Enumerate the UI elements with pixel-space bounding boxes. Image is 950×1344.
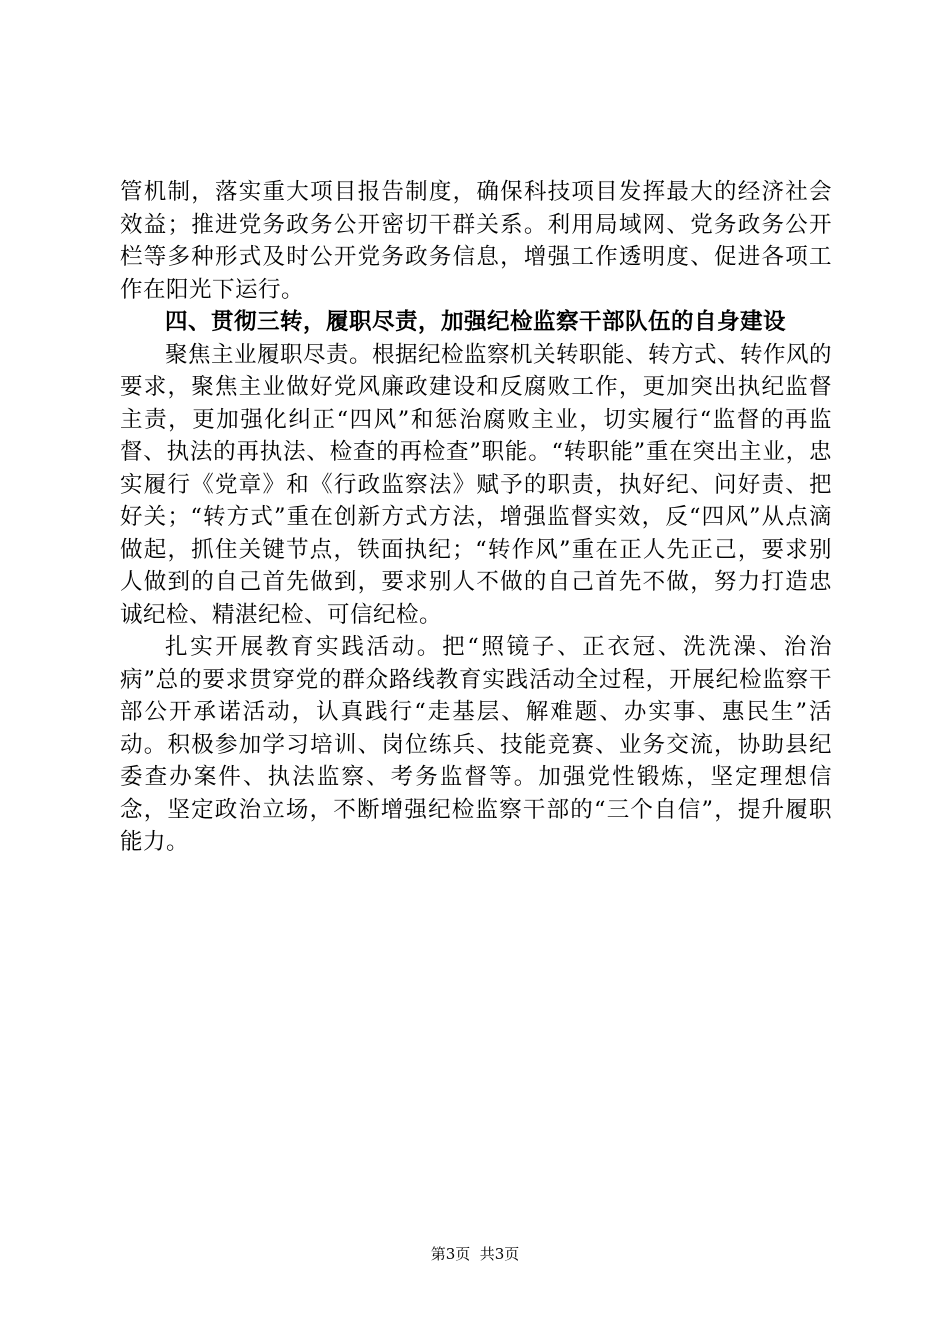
paragraph-education-practice: 扎实开展教育实践活动。把“照镜子、正衣冠、洗洗澡、治治病”总的要求贯穿党的群众路线教育实践活动全过程，开展纪检监察干部公开承诺活动，认真践行“走基层、解难题、办实事、惠民生”活动。积极参加学习培训、岗位练兵、技能竞赛、业务交流，协助县纪委查办案件、执法监察、考务监督等。加强党性锻炼，坚定理想信念，坚定政治立场，不断增强纪检监察干部的“三个自信”，提升履职能力。 <box>120 634 832 855</box>
document-body <box>120 176 832 859</box>
paragraph-continuation: 管机制，落实重大项目报告制度，确保科技项目发挥最大的经济社会效益；推进党务政务公开密切干群关系。利用局域网、党务政务公开栏等多种形式及时公开党务政务信息，增强工作透明度、促进各项工作在阳光下运行。 <box>120 179 832 303</box>
page-footer <box>0 1244 950 1264</box>
page-number: 第3页 共3页 <box>430 1245 520 1263</box>
section-heading: 四、贯彻三转，履职尽责，加强纪检监察干部队伍的自身建设 <box>165 309 787 335</box>
paragraph-focus-duties: 聚焦主业履职尽责。根据纪检监察机关转职能、转方式、转作风的要求，聚焦主业做好党风廉政建设和反腐败工作，更加突出执纪监督主责，更加强化纠正“四风”和惩治腐败主业，切实履行“监督的再监督、执法的再执法、检查的再检查”职能。“转职能”重在突出主业，忠实履行《党章》和《行政监察法》赋予的职责，执好纪、问好责、把好关；“转方式”重在创新方式方法，增强监督实效，反“四风”从点滴做起，抓住关键节点，铁面执纪；“转作风”重在正人先正己，要求别人做到的自己首先做到，要求别人不做的自己首先不做，努力打造忠诚纪检、精湛纪检、可信纪检。 <box>120 341 833 628</box>
